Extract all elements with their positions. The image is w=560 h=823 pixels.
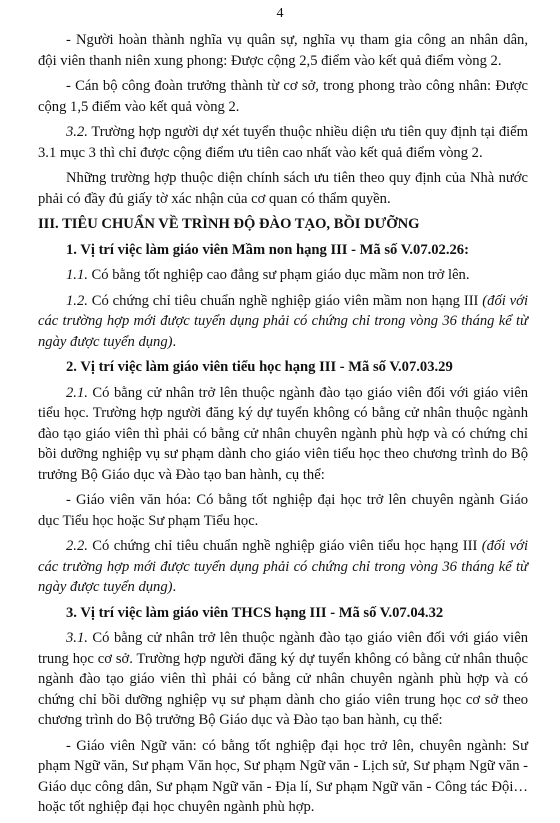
- item-number: 1.2.: [66, 292, 88, 309]
- paragraph-2-2: [38, 536, 528, 598]
- paragraph-military-service: - Người hoàn thành nghĩa vụ quân sự, nghĩa vụ tham gia công an nhân dân, đội viên thanh niên xung phong: Được cộng 2,5 điểm vào kết quả điểm vòng 2.: [38, 32, 528, 69]
- item-number: 1.1.: [66, 267, 88, 283]
- paragraph-3-2: [38, 122, 528, 163]
- paragraph-literature-teacher: - Giáo viên Ngữ văn: có bằng tốt nghiệp đại học trở lên, chuyên ngành: Sư phạm Ngữ văn, Sư phạm Văn học, Sư phạm Ngữ văn - Lịch sử, Sư phạm Ngữ văn - Giáo dục công dân, Sư phạm Ngữ văn - Địa lí, Sư phạm Ngữ văn - Công tác Đội… hoặc tốt nghiệp đại học chuyên ngành phù hợp.: [38, 737, 529, 815]
- item-number: 3.1.: [66, 630, 88, 646]
- italic-note: (đối với các trường hợp mới được tuyển dụng phải có chứng chỉ trong vòng 36 tháng kể từ ngày được tuyển dụng): [38, 538, 529, 595]
- paragraph-union-officer: - Cán bộ công đoàn trưởng thành từ cơ sở, trong phong trào công nhân: Được cộng 1,5 điểm vào kết quả vòng 2.: [38, 78, 528, 115]
- paragraph-text: Có bằng cử nhân trở lên thuộc ngành đào tạo giáo viên đối với giáo viên trung học cơ sở. Trường hợp người đăng ký dự tuyển không có bằng cử nhân thuộc ngành đào tạo giáo viên thì phải có bằng cử nhân chuyên ngành phù hợp và có chứng chỉ bồi dưỡng nghiệp vụ sư phạm dành cho giáo viên trung học cơ sở theo chương trình do Bộ trưởng Bộ Giáo dục và Đào tạo ban hành, cụ thể:: [38, 630, 528, 728]
- paragraph-2-1: [38, 383, 528, 486]
- item-number: 2.1.: [66, 384, 88, 401]
- paragraph-text: Có bằng cử nhân trở lên thuộc ngành đào tạo giáo viên đối với giáo viên tiểu học. Trường hợp người đăng ký dự tuyển không có bằng cử nhân thuộc ngành đào tạo giáo viên thì phải có bằng cử nhân chuyên ngành phù hợp và có chứng chỉ bồi dưỡng nghiệp vụ sư phạm dành cho giáo viên tiểu học theo chương trình do Bộ trưởng Bộ Giáo dục và Đào tạo ban hành, cụ thể:: [38, 384, 528, 483]
- section-heading-iii: III. TIÊU CHUẨN VỀ TRÌNH ĐỘ ĐÀO TẠO, BỒI DƯỠNG: [38, 216, 420, 232]
- paragraph-policy-note: Những trường hợp thuộc diện chính sách ưu tiên theo quy định của Nhà nước phải có đầy đủ giấy tờ xác nhận của cơ quan có thẩm quyền.: [38, 170, 528, 207]
- paragraph-culture-teacher: - Giáo viên văn hóa: Có bằng tốt nghiệp đại học trở lên chuyên ngành Giáo dục Tiểu học hoặc Sư phạm Tiểu học.: [38, 492, 528, 529]
- italic-note: (đối với các trường hợp mới được tuyển dụng phải có chứng chỉ trong vòng 36 tháng kể từ ngày được tuyển dụng): [38, 292, 528, 350]
- paragraph-1-2: [38, 291, 528, 353]
- paragraph-1-1: [38, 265, 528, 286]
- document-body: [38, 30, 528, 823]
- subsection-heading-1: 1. Vị trí việc làm giáo viên Mầm non hạng III - Mã số V.07.02.26:: [66, 241, 469, 258]
- paragraph-text: Trường hợp người dự xét tuyển thuộc nhiều diện ưu tiên quy định tại điểm 3.1 mục 3 thì chỉ được cộng điểm ưu tiên cao nhất vào kết quả điểm vòng 2.: [38, 124, 528, 161]
- paragraph-tail: .: [172, 579, 177, 595]
- paragraph-text: Có chứng chỉ tiêu chuẩn nghề nghiệp giáo viên tiểu học hạng III: [87, 538, 482, 554]
- subsection-heading-2: 2. Vị trí việc làm giáo viên tiểu học hạng III - Mã số V.07.03.29: [66, 359, 453, 375]
- page-number: 4: [276, 6, 284, 21]
- paragraph-tail: .: [172, 333, 177, 350]
- subsection-heading-3: 3. Vị trí việc làm giáo viên THCS hạng III - Mã số V.07.04.32: [66, 604, 444, 621]
- paragraph-text: Có chứng chỉ tiêu chuẩn nghề nghiệp giáo viên mầm non hạng III: [87, 292, 483, 309]
- paragraph-text: Có bằng tốt nghiệp cao đẳng sư phạm giáo dục mầm non trở lên.: [87, 267, 470, 283]
- item-number: 2.2.: [66, 538, 88, 554]
- item-number: 3.2.: [66, 124, 88, 140]
- paragraph-3-1: [38, 628, 528, 731]
